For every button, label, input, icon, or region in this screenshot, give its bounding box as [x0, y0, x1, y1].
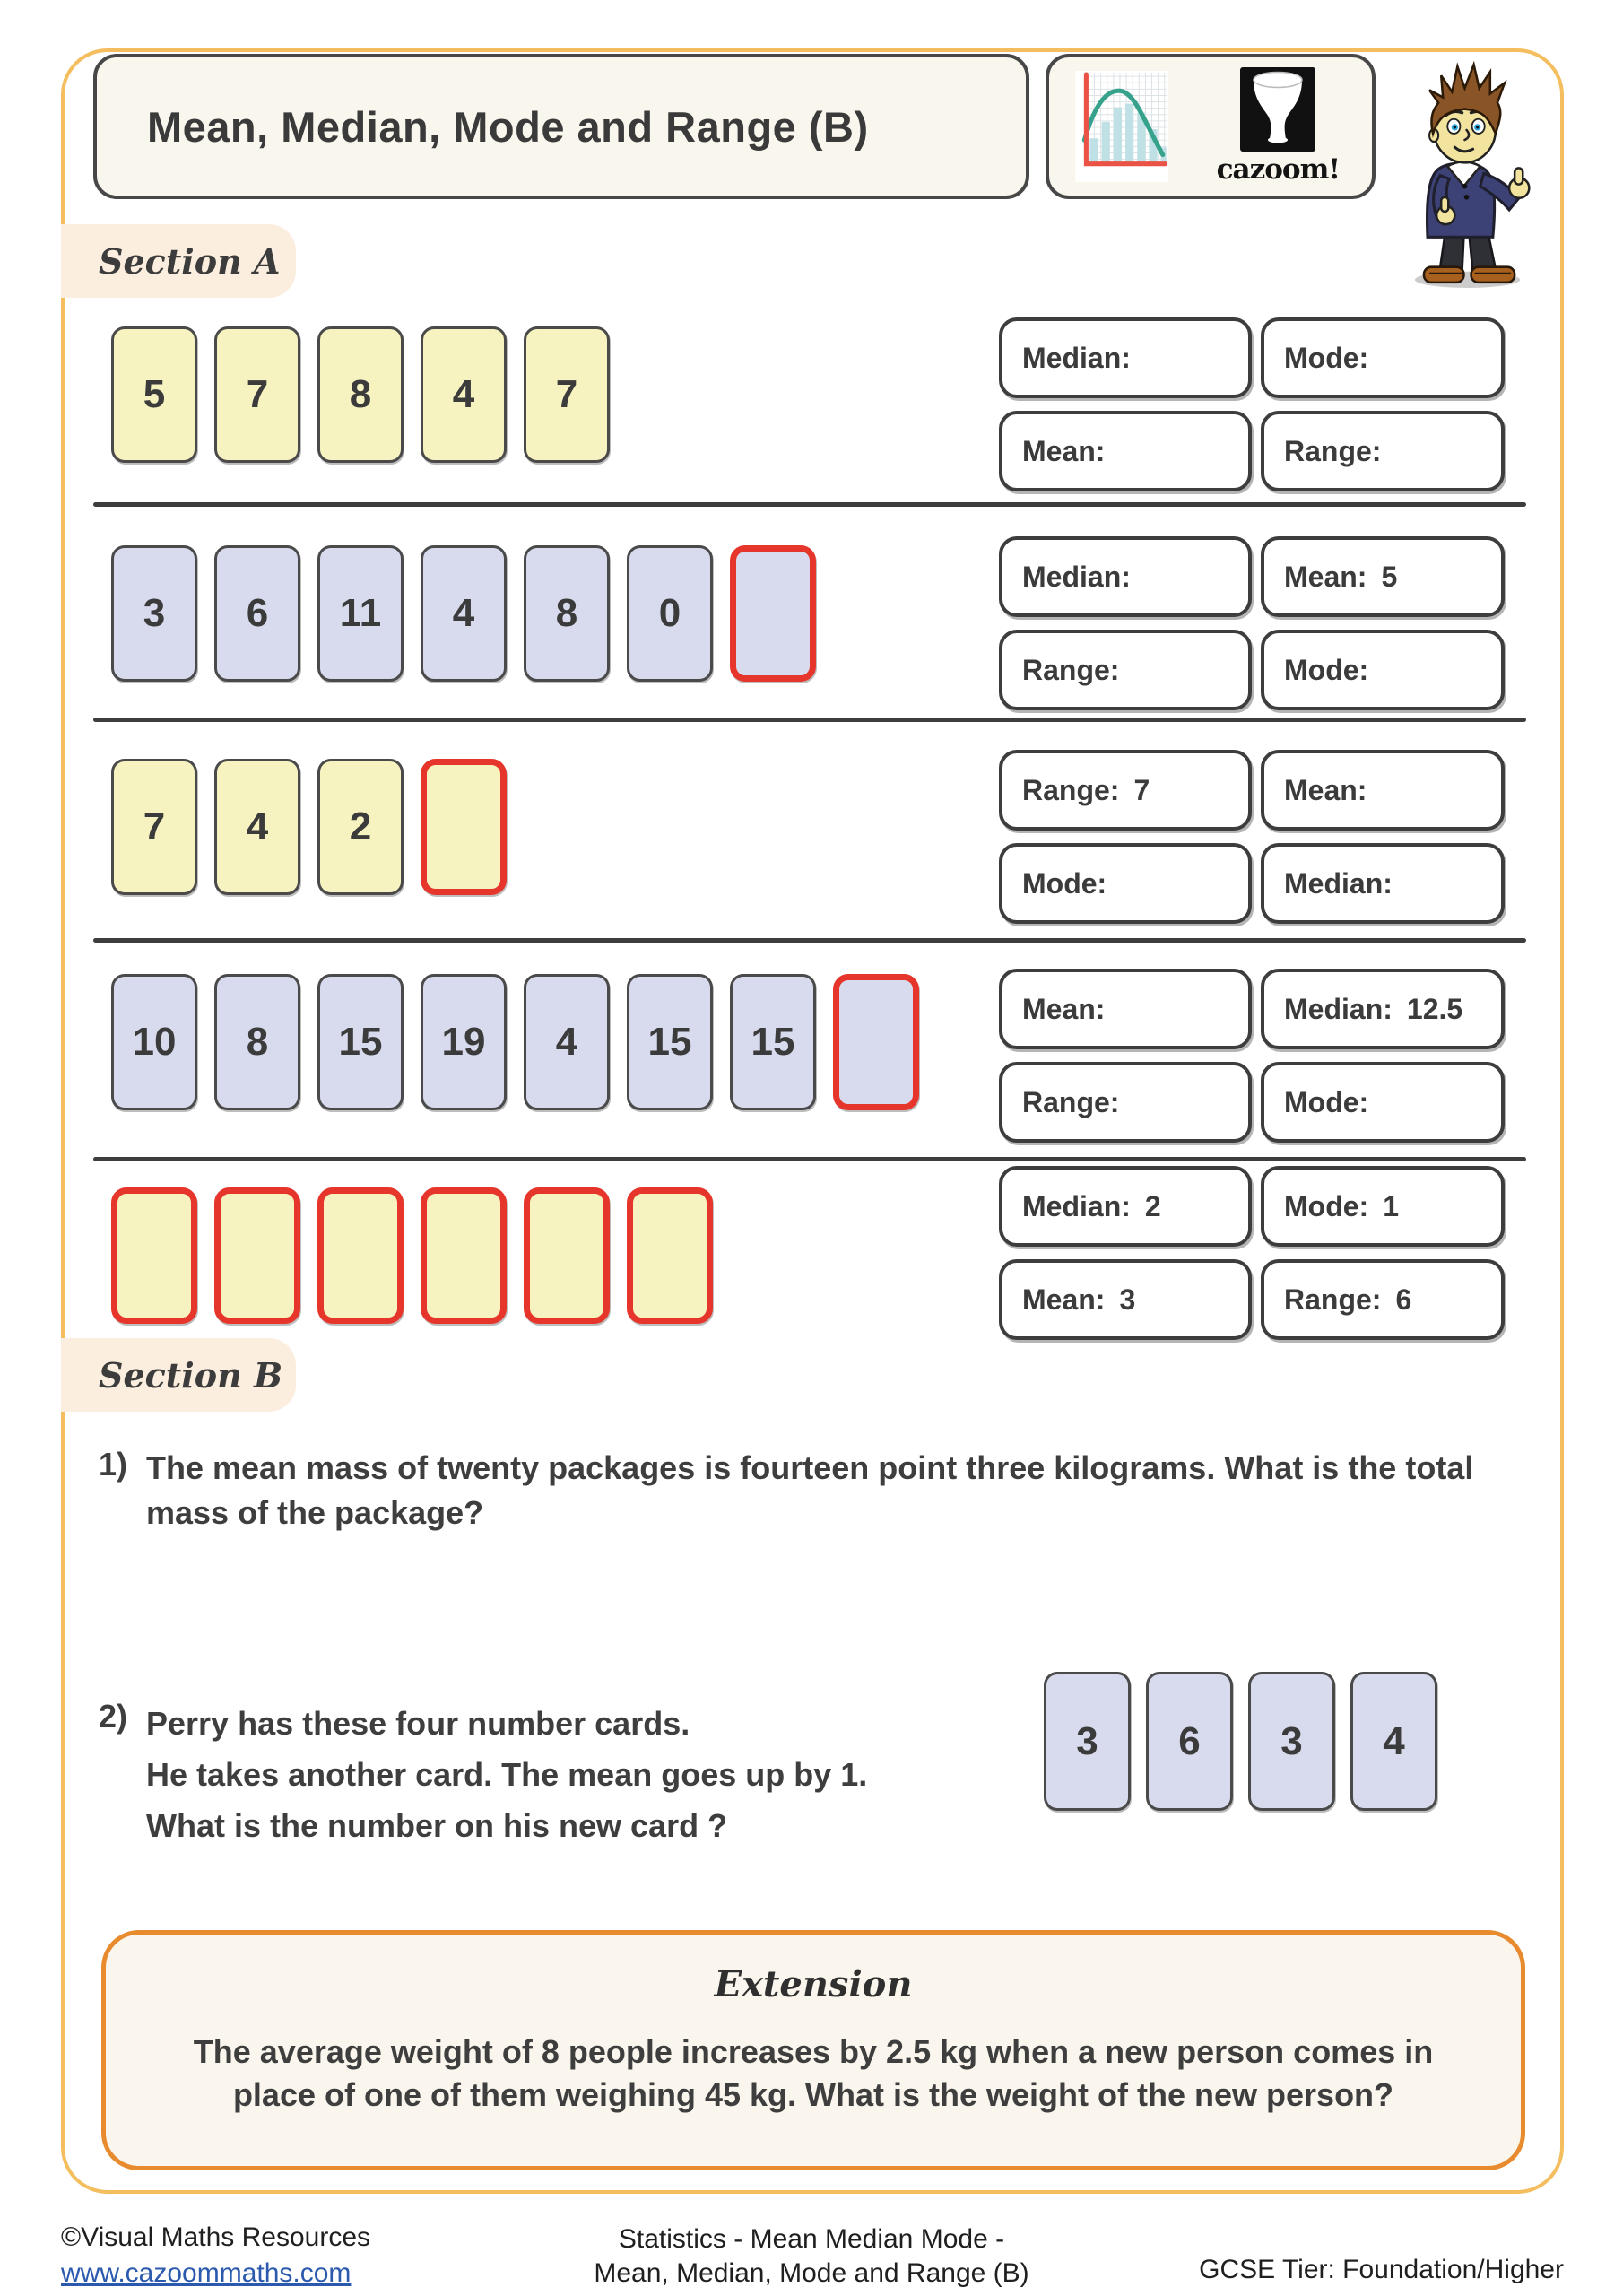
- answer-box: [1261, 1259, 1505, 1340]
- answer-label: Range:: [1022, 773, 1120, 806]
- answer-label: Median:: [1284, 866, 1393, 900]
- answer-box: [1261, 969, 1505, 1049]
- answer-box: [999, 969, 1252, 1049]
- histogram-chart-icon: [1072, 69, 1171, 184]
- answer-box: [1261, 750, 1505, 831]
- card-value: 2: [349, 804, 372, 848]
- card-value: 4: [452, 372, 475, 416]
- answer-box: [1261, 536, 1505, 617]
- empty-answer-card: [730, 545, 816, 682]
- answer-label: Mode:: [1284, 1189, 1369, 1222]
- answer-box: [999, 630, 1252, 710]
- number-card: [214, 759, 300, 895]
- answer-box: [1261, 1166, 1505, 1247]
- answer-grid-5: [999, 1166, 1505, 1340]
- card-value: 4: [452, 591, 475, 635]
- answer-value: 2: [1144, 1189, 1161, 1222]
- brand-wordmark: cazoom!: [1216, 153, 1340, 186]
- mascot-illustration: [1385, 59, 1545, 291]
- section-b-label: [61, 1338, 296, 1412]
- card-value: 7: [555, 372, 578, 416]
- number-card: [317, 545, 404, 682]
- answer-box: [999, 1259, 1252, 1340]
- answer-box: [999, 750, 1252, 831]
- answer-label: Range:: [1284, 1283, 1382, 1316]
- answer-box: [1261, 630, 1505, 710]
- answer-label: Mean:: [1284, 773, 1367, 806]
- question-text-line: Perry has these four number cards.: [146, 1705, 690, 1742]
- card-value: 3: [143, 591, 166, 635]
- number-card: [1350, 1672, 1437, 1811]
- answer-value: 6: [1395, 1283, 1412, 1316]
- card-row-2: [111, 545, 816, 682]
- answer-box: [1261, 317, 1505, 398]
- card-value: 4: [1383, 1718, 1405, 1763]
- answer-label: Range:: [1022, 1085, 1120, 1118]
- card-value: 10: [132, 1020, 177, 1064]
- answer-label: Median:: [1022, 560, 1131, 593]
- answer-grid-3: [999, 750, 1505, 924]
- question-number: 2): [99, 1698, 128, 1735]
- cazoom-goblet-icon: [1240, 67, 1315, 152]
- card-value: 6: [246, 591, 269, 635]
- answer-label: Range:: [1284, 434, 1382, 467]
- card-value: 7: [143, 804, 166, 848]
- website-link[interactable]: www.cazoommaths.com: [61, 2258, 352, 2288]
- number-card: [1248, 1672, 1335, 1811]
- answer-box: [1261, 843, 1505, 924]
- brand-logo-box: [1046, 54, 1376, 199]
- section-a-label: [61, 224, 296, 298]
- number-card: [1044, 1672, 1131, 1811]
- section-a-text: Section A: [99, 240, 281, 282]
- row-divider: [93, 938, 1526, 943]
- card-value: 5: [143, 372, 166, 416]
- empty-answer-card: [833, 974, 919, 1110]
- card-row-3: [111, 759, 507, 895]
- answer-value: 12.5: [1406, 992, 1463, 1025]
- empty-answer-card: [317, 1187, 404, 1324]
- question-number: 1): [99, 1446, 128, 1483]
- empty-answer-card: [627, 1187, 713, 1324]
- extension-title: Extension: [714, 1963, 913, 2005]
- footer-tier: GCSE Tier: Foundation/Higher: [1199, 2255, 1564, 2284]
- row-divider: [93, 1157, 1526, 1161]
- number-card: [214, 545, 300, 682]
- answer-label: Median:: [1022, 1189, 1131, 1222]
- card-value: 8: [349, 372, 372, 416]
- number-card: [421, 974, 507, 1110]
- answer-box: [999, 843, 1252, 924]
- footer-topic-line: Statistics - Mean Median Mode -: [618, 2224, 1005, 2254]
- question-2: [99, 1698, 867, 1851]
- extension-text-line: place of one of them weighing 45 kg. What is the weight of the new person?: [232, 2076, 1394, 2113]
- card-value: 8: [555, 591, 578, 635]
- card-value: 6: [1178, 1718, 1201, 1763]
- question-1: [99, 1446, 1473, 1535]
- answer-label: Mean:: [1022, 992, 1106, 1025]
- answer-box: [1261, 411, 1505, 491]
- card-value: 4: [246, 804, 269, 848]
- number-card: [1146, 1672, 1233, 1811]
- footer-center: [594, 2222, 1028, 2291]
- answer-label: Mean:: [1022, 1283, 1106, 1316]
- card-value: 15: [647, 1020, 692, 1064]
- number-card: [111, 759, 197, 895]
- card-row-1: [111, 326, 610, 463]
- empty-answer-card: [421, 759, 507, 895]
- card-value: 15: [751, 1020, 795, 1064]
- answer-box: [999, 1062, 1252, 1143]
- answer-label: Mode:: [1284, 341, 1369, 374]
- number-card: [730, 974, 816, 1110]
- copyright-text: ©Visual Maths Resources: [61, 2222, 371, 2252]
- title-box: [93, 54, 1029, 199]
- empty-answer-card: [111, 1187, 197, 1324]
- answer-value: 3: [1119, 1283, 1136, 1316]
- card-value: 3: [1280, 1718, 1303, 1763]
- number-card: [317, 974, 404, 1110]
- card-value: 7: [246, 372, 269, 416]
- card-row-5: [111, 1187, 713, 1324]
- answer-value: 7: [1133, 773, 1150, 806]
- number-card: [111, 326, 197, 463]
- empty-answer-card: [214, 1187, 300, 1324]
- answer-grid-2: [999, 536, 1505, 710]
- answer-box: [999, 317, 1252, 398]
- extension-box: [101, 1930, 1525, 2170]
- card-value: 8: [246, 1020, 269, 1064]
- number-card: [317, 759, 404, 895]
- card-value: 0: [658, 591, 681, 635]
- answer-label: Range:: [1022, 653, 1120, 686]
- question-text-line: mass of the package?: [146, 1494, 484, 1531]
- answer-label: Mode:: [1022, 866, 1107, 900]
- answer-value: 5: [1381, 560, 1398, 593]
- answer-label: Median:: [1284, 992, 1393, 1025]
- page-title: Mean, Median, Mode and Range (B): [147, 102, 869, 151]
- card-value: 3: [1076, 1718, 1098, 1763]
- card-row-4: [111, 974, 919, 1110]
- number-card: [524, 974, 610, 1110]
- card-value: 4: [555, 1020, 578, 1064]
- number-card: [111, 545, 197, 682]
- answer-grid-1: [999, 317, 1505, 491]
- number-card: [421, 545, 507, 682]
- card-value: 19: [441, 1020, 486, 1064]
- answer-label: Median:: [1022, 341, 1131, 374]
- answer-label: Mean:: [1022, 434, 1106, 467]
- number-card: [627, 545, 713, 682]
- question-text-line: He takes another card. The mean goes up by 1.: [146, 1756, 868, 1793]
- number-card: [214, 974, 300, 1110]
- number-card: [111, 974, 197, 1110]
- empty-answer-card: [524, 1187, 610, 1324]
- answer-grid-4: [999, 969, 1505, 1143]
- row-divider: [93, 718, 1526, 722]
- answer-box: [999, 536, 1252, 617]
- answer-value: 1: [1383, 1189, 1399, 1222]
- card-value: 11: [339, 591, 382, 635]
- section-b-text: Section B: [99, 1354, 283, 1396]
- number-card: [421, 326, 507, 463]
- answer-label: Mode:: [1284, 653, 1369, 686]
- answer-label: Mean:: [1284, 560, 1367, 593]
- answer-box: [999, 411, 1252, 491]
- row-divider: [93, 502, 1526, 507]
- question-2-cards: [1044, 1672, 1437, 1811]
- number-card: [524, 545, 610, 682]
- number-card: [214, 326, 300, 463]
- card-value: 15: [338, 1020, 383, 1064]
- footer-left: [61, 2222, 370, 2289]
- number-card: [627, 974, 713, 1110]
- number-card: [317, 326, 404, 463]
- footer-worksheet-line: Mean, Median, Mode and Range (B): [594, 2258, 1029, 2288]
- number-card: [524, 326, 610, 463]
- cazoom-logo: [1217, 67, 1340, 186]
- empty-answer-card: [421, 1187, 507, 1324]
- question-text-line: What is the number on his new card ?: [146, 1807, 728, 1844]
- question-text-line: The mean mass of twenty packages is fourteen point three kilograms. What is the total: [146, 1449, 1474, 1486]
- answer-box: [999, 1166, 1252, 1247]
- answer-label: Mode:: [1284, 1085, 1369, 1118]
- answer-box: [1261, 1062, 1505, 1143]
- extension-text-line: The average weight of 8 people increases by 2.5 kg when a new person comes in: [193, 2033, 1434, 2070]
